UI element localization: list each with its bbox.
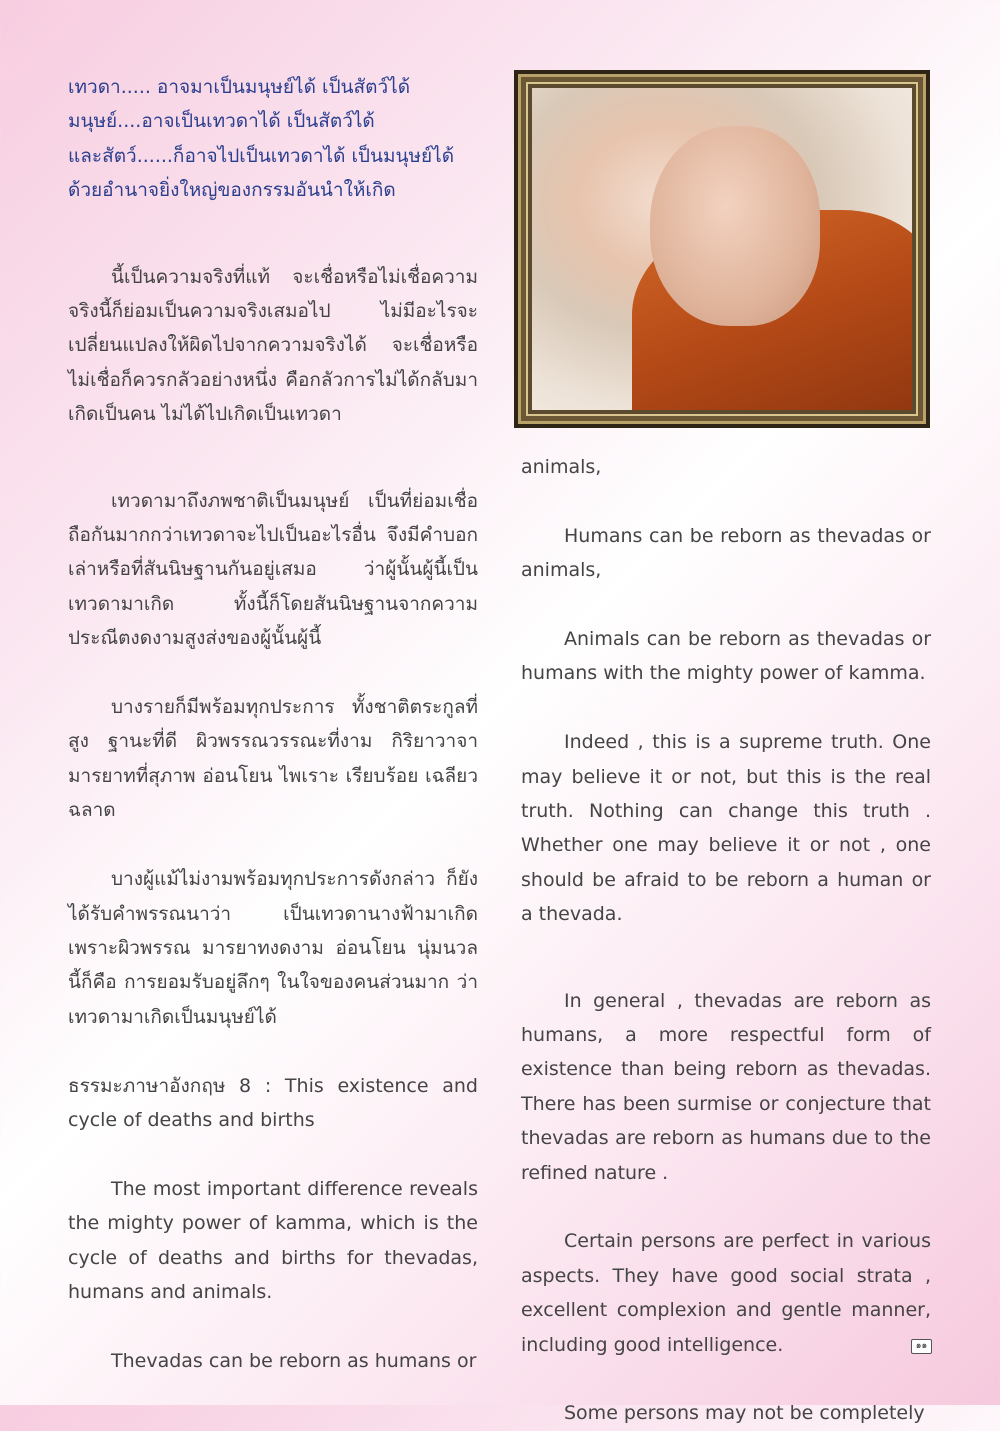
paragraph: The most important difference reveals the mighty power of kamma, which is the cycle of deaths and births for thevadas, humans and animals. — [68, 1177, 478, 1303]
portrait-frame — [514, 70, 930, 428]
head-shape — [650, 126, 820, 326]
verse-line: เทวดา..... อาจมาเป็นมนุษย์ได้ เป็นสัตว์ได้ — [68, 76, 411, 98]
verse-line: และสัตว์......ก็อาจไปเป็นเทวดาได้ เป็นมนุษย์ได้ — [68, 144, 455, 167]
paragraph: Certain persons are perfect in various aspects. They have good social strata , excellent complexion and gentle manner, including good intelligence. — [521, 1230, 931, 1356]
paragraph: บางรายก็มีพร้อมทุกประการ ทั้งชาติตระกูลที่สูง ฐานะที่ดี ผิวพรรณวรรณะที่งาม กิริยาวาจามารยาทที่สุภาพ อ่อนโยน ไพเราะ เรียบร้อย เฉลียวฉลาด — [68, 696, 478, 822]
paragraph: Thevadas can be reborn as humans or — [111, 1349, 477, 1372]
paragraph: เทวดามาถึงภพชาติเป็นมนุษย์ เป็นที่ย่อมเชื่อถือกันมากกว่าเทวดาจะไปเป็นอะไรอื่น จึงมีคำบอกเล่าหรือที่สันนิษฐานกันอยู่เสมอ ว่าผู้นั้นผู้นี้เป็นเทวดามาเกิด ทั้งนี้ก็โดยสันนิษฐานจากความประณีตงดงามสูงส่งของผู้นั้นผู้นี้ — [68, 489, 478, 650]
section-heading: ธรรมะภาษาอังกฤษ 8 : This existence and cycle of deaths and births — [68, 1074, 478, 1131]
intro-verse — [68, 70, 478, 208]
paragraph: Some persons may not be completely — [564, 1402, 925, 1425]
paragraph: animals, — [521, 456, 602, 478]
left-column — [68, 70, 478, 1378]
right-column — [521, 450, 931, 1431]
verse-line: ด้วยอำนาจยิ่งใหญ่ของกรรมอันนำให้เกิด — [68, 179, 396, 202]
paragraph: In general , thevadas are reborn as humans, a more respectful form of existence than being reborn as thevadas. There has been surmise or conjecture that thevadas are reborn as humans due to the refined nature . — [521, 989, 931, 1184]
monk-portrait — [532, 88, 912, 410]
paragraph: Indeed , this is a supreme truth. One may believe it or not, but this is the real truth. Nothing can change this truth . Whether one may believe it or not , one should be afraid to be reborn a human or a thevada. — [521, 731, 931, 926]
paragraph: Humans can be reborn as thevadas or animals, — [521, 524, 931, 582]
paragraph: บางผู้แม้ไม่งามพร้อมทุกประการดังกล่าว ก็ยังได้รับคำพรรณนาว่า เป็นเทวดานางฟ้ามาเกิด เพราะผิวพรรณ มารยาทงดงาม อ่อนโยน นุ่มนวล นี้ก็คือ การยอมรับอยู่ลึกๆ ในใจของคนส่วนมาก ว่าเทวดามาเกิดเป็นมนุษย์ได้ — [68, 868, 478, 1028]
verse-line: มนุษย์....อาจเป็นเทวดาได้ เป็นสัตว์ได้ — [68, 110, 375, 133]
paragraph: Animals can be reborn as thevadas or humans with the mighty power of kamma. — [521, 628, 931, 685]
page-number: ๑๑ — [911, 1339, 932, 1354]
paragraph: นี้เป็นความจริงที่แท้ จะเชื่อหรือไม่เชื่อความจริงนี้ก็ย่อมเป็นความจริงเสมอไป ไม่มีอะไรจะเปลี่ยนแปลงให้ผิดไปจากความจริงได้ จะเชื่อหรือไม่เชื่อก็ควรกลัวอย่างหนึ่ง คือกลัวการไม่ได้กลับมาเกิดเป็นคน ไม่ได้ไปเกิดเป็นเทวดา — [68, 265, 478, 426]
